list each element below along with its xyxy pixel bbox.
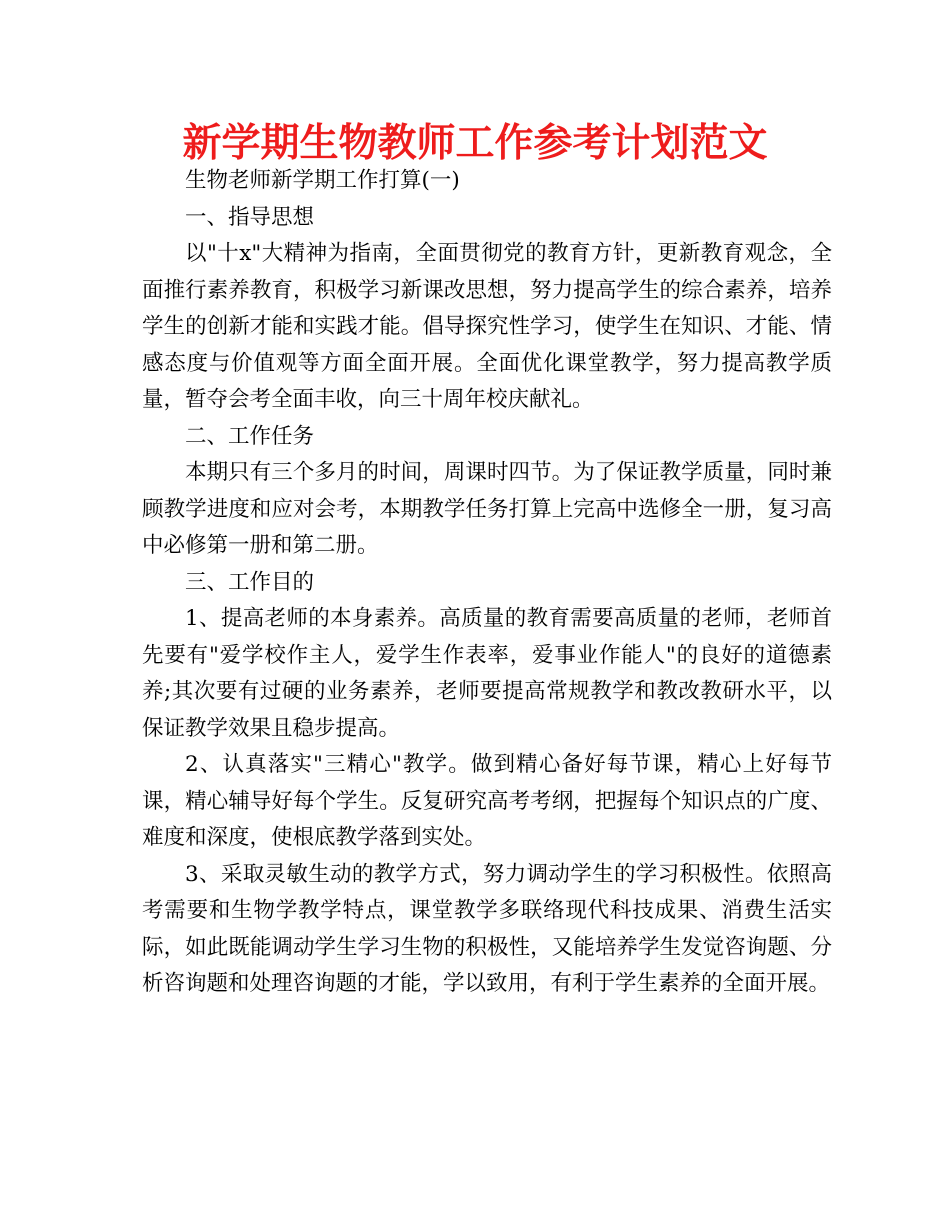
body-paragraph: 以"十x"大精神为指南，全面贯彻党的教育方针，更新教育观念，全面推行素养教育，积极学习新课改思想，努力提高学生的综合素养，培养学生的创新才能和实践才能。倡导探究性学习，使学生在知识、才能、情感态度与价值观等方面全面开展。全面优化课堂教学，努力提高教学质量，暂夺会考全面丰收，向三十周年校庆献礼。 [142, 241, 832, 412]
body-paragraph: 本期只有三个多月的时间，周课时四节。为了保证教学质量，同时兼顾教学进度和应对会考，本期教学任务打算上完高中选修全一册，复习高中必修第一册和第二册。 [142, 460, 832, 558]
section-heading-work-goals: 三、工作目的 [185, 569, 315, 595]
body-paragraph: 1、提高老师的本身素养。高质量的教育需要高质量的老师，老师首先要有"爱学校作主人，爱学生作表率，爱事业作能人"的良好的道德素养;其次要有过硬的业务素养，老师要提高常规教学和教改教研水平，以保证教学效果且稳步提高。 [142, 606, 832, 741]
body-paragraph: 2、认真落实"三精心"教学。做到精心备好每节课，精心上好每节课，精心辅导好每个学生。反复研究高考考纲，把握每个知识点的广度、难度和深度，使根底教学落到实处。 [142, 752, 832, 850]
document-title: 新学期生物教师工作参考计划范文 [182, 121, 768, 166]
body-paragraph: 3、采取灵敏生动的教学方式，努力调动学生的学习积极性。依照高考需要和生物学教学特点，课堂教学多联络现代科技成果、消费生活实际，如此既能调动学生学习生物的积极性，又能培养学生发觉咨询题、分析咨询题和处理咨询题的才能，学以致用，有利于学生素养的全面开展。 [142, 861, 832, 996]
section-heading-guiding-thought: 一、指导思想 [185, 204, 315, 230]
document-body [142, 163, 832, 1003]
section-heading-work-tasks: 二、工作任务 [185, 423, 315, 449]
subtitle-line: 生物老师新学期工作打算(一) [185, 168, 460, 193]
